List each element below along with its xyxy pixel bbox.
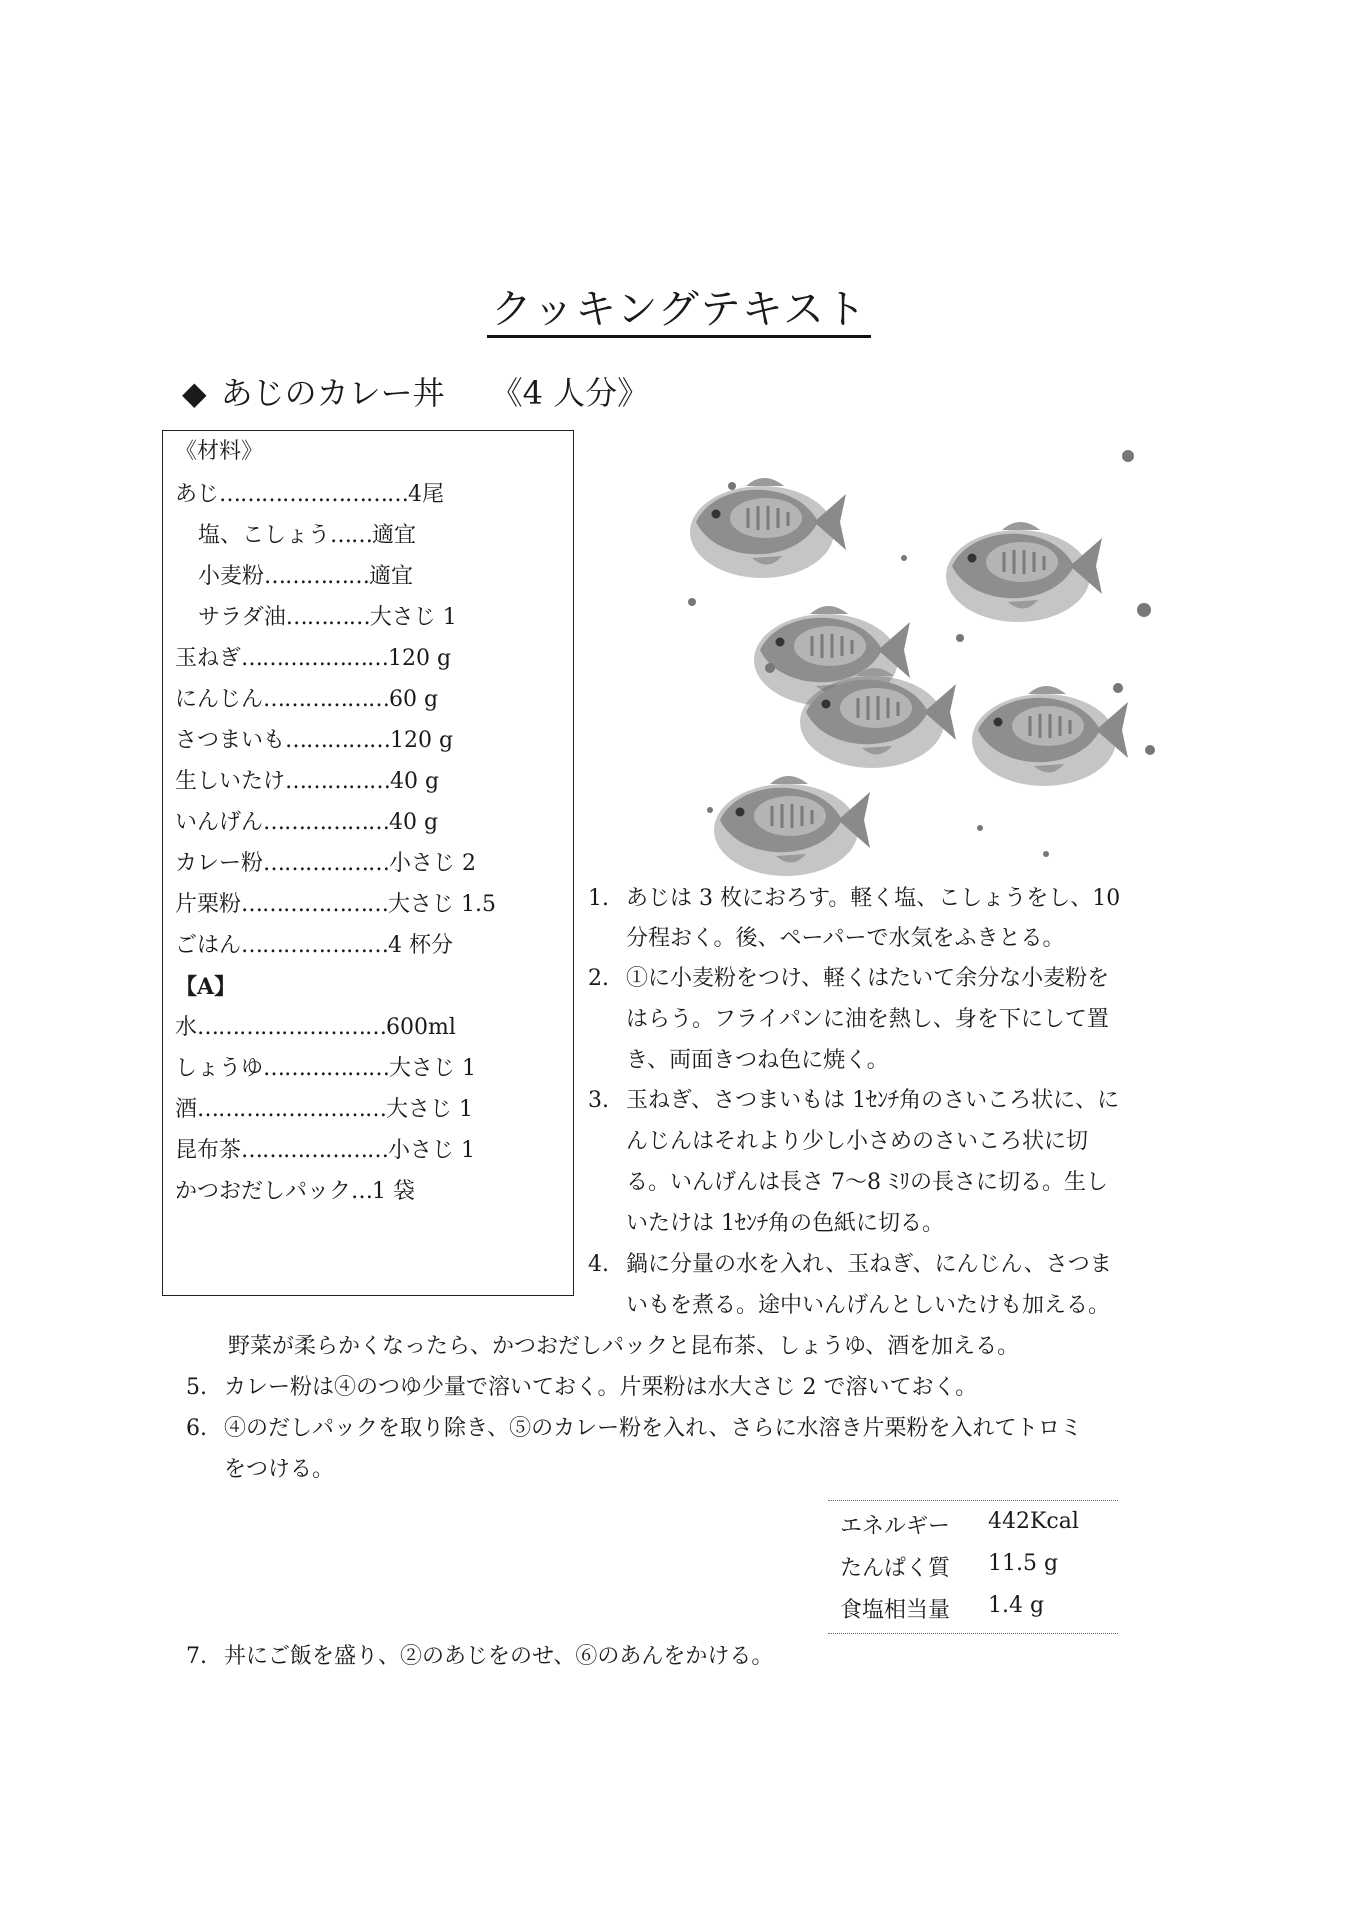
step-3: 3. 玉ねぎ、さつまいもは 1ｾﾝﾁ角のさいころ状に、に (588, 1088, 1120, 1113)
ingredient-line: 玉ねぎ…………………120 g (175, 646, 452, 671)
ingredient-line: カレー粉………………小さじ 2 (175, 851, 477, 876)
ingredient-line: 塩、こしょう……適宜 (198, 523, 417, 548)
nutrition-row: たんぱく質 11.5 g (840, 1551, 1059, 1581)
ingredient-line: さつまいも……………120 g (175, 728, 454, 753)
ingredient-line: しょうゆ………………大さじ 1 (175, 1056, 477, 1081)
diamond-bullet-icon: ◆ (182, 374, 207, 412)
nutrition-row: エネルギー 442Kcal (840, 1509, 1079, 1539)
ingredient-line: あじ………………………4尾 (175, 482, 445, 507)
step-5: 5. カレー粉は④のつゆ少量で溶いておく。片栗粉は水大さじ 2 で溶いておく。 (186, 1375, 978, 1400)
nutrition-row: 食塩相当量 1.4 g (840, 1593, 1045, 1623)
step-3-line: いたけは 1ｾﾝﾁ角の色紙に切る。 (626, 1211, 944, 1236)
step-4-line: 野菜が柔らかくなったら、かつおだしパックと昆布茶、しょうゆ、酒を加える。 (228, 1334, 1020, 1359)
step-6-line: をつける。 (224, 1457, 335, 1482)
step-1-line: 分程おく。後、ペーパーで水気をふきとる。 (626, 926, 1065, 951)
ingredient-line: 昆布茶…………………小さじ 1 (175, 1138, 476, 1163)
step-4-line: いもを煮る。途中いんげんとしいたけも加える。 (626, 1293, 1111, 1318)
fish-school-icon (670, 450, 1205, 880)
step-3-line: る。いんげんは長さ 7〜8 ﾐﾘの長さに切る。生し (626, 1170, 1108, 1195)
ingredient-line: かつおだしパック…1 袋 (175, 1179, 416, 1204)
recipe-servings: 《4 人分》 (490, 374, 650, 412)
ingredient-line: 小麦粉……………適宜 (198, 564, 414, 589)
step-2-line: はらう。フライパンに油を熱し、身を下にして置 (626, 1007, 1109, 1032)
ingredient-line: 酒………………………大さじ 1 (175, 1097, 474, 1122)
step-2: 2. ①に小麦粉をつけ、軽くはたいて余分な小麦粉を (588, 966, 1110, 991)
step-6: 6. ④のだしパックを取り除き、⑤のカレー粉を入れ、さらに水溶き片栗粉を入れてトロミ (186, 1416, 1083, 1441)
ingredient-line: 水………………………600ml (175, 1015, 456, 1040)
step-7: 7. 丼にご飯を盛り、②のあじをのせ、⑥のあんをかける。 (186, 1644, 774, 1669)
step-2-line: き、両面きつね色に焼く。 (626, 1048, 889, 1073)
recipe-title (182, 368, 649, 414)
document-title: クッキングテキスト (0, 276, 1358, 335)
recipe-name: あじのカレー丼 (220, 374, 445, 412)
ingredient-line: 生しいたけ……………40 g (175, 769, 440, 794)
nutrition-table (828, 1500, 1118, 1634)
step-4: 4. 鍋に分量の水を入れ、玉ねぎ、にんじん、さつま (588, 1252, 1112, 1277)
ingredient-group-label: 【A】 (175, 974, 237, 1000)
ingredient-line: にんじん………………60 g (175, 687, 439, 712)
ingredients-heading: 《材料》 (175, 439, 264, 464)
step-3-line: んじんはそれより少し小さめのさいころ状に切 (626, 1129, 1089, 1154)
ingredient-line: いんげん………………40 g (175, 810, 439, 835)
step-1: 1. あじは 3 枚におろす。軽く塩、こしょうをし、10 (588, 886, 1121, 911)
ingredient-line: サラダ油…………大さじ 1 (198, 605, 457, 630)
ingredient-line: ごはん…………………4 杯分 (175, 933, 454, 958)
ingredient-line: 片栗粉…………………大さじ 1.5 (175, 892, 496, 917)
